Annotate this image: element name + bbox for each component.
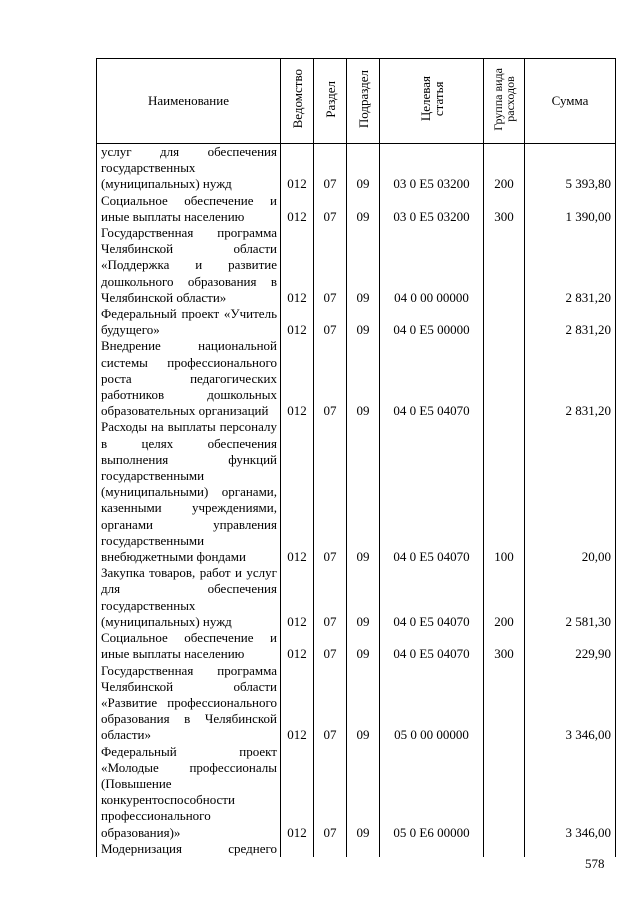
budget-table [96, 58, 616, 857]
table-row [97, 663, 616, 744]
row-name: Социальное обеспечение и иные выплаты населению [97, 193, 281, 225]
column-header-name: Наименование [97, 59, 281, 144]
row-name: Федеральный проект «Учитель будущего» [97, 306, 281, 338]
row-vedomstvo: 012 [281, 225, 314, 306]
column-header-vedomstvo: Ведомство [281, 59, 314, 144]
row-vedomstvo: 012 [281, 306, 314, 338]
row-summa: 2 831,20 [525, 306, 616, 338]
row-razdel: 07 [314, 144, 347, 193]
row-podrazdel: 09 [347, 338, 380, 419]
table-row [97, 193, 616, 225]
row-gruppa [484, 338, 525, 419]
row-vedomstvo: 012 [281, 744, 314, 841]
row-podrazdel: 09 [347, 306, 380, 338]
row-celevaya-statya: 04 0 00 00000 [380, 225, 484, 306]
row-gruppa [484, 841, 525, 857]
row-gruppa: 200 [484, 144, 525, 193]
table-row [97, 630, 616, 662]
row-celevaya-statya [380, 841, 484, 857]
row-vedomstvo: 012 [281, 565, 314, 630]
row-summa: 20,00 [525, 419, 616, 565]
row-razdel: 07 [314, 744, 347, 841]
column-header-gruppa-vida-rashodov: Группа вида расходов [484, 59, 525, 144]
row-vedomstvo: 012 [281, 630, 314, 662]
row-vedomstvo: 012 [281, 663, 314, 744]
row-podrazdel: 09 [347, 744, 380, 841]
row-razdel: 07 [314, 419, 347, 565]
row-name: Внедрение национальной системы профессионального роста педагогических работников дошкольных образовательных организаций [97, 338, 281, 419]
row-vedomstvo: 012 [281, 338, 314, 419]
row-podrazdel: 09 [347, 630, 380, 662]
table-row [97, 744, 616, 841]
row-gruppa: 300 [484, 630, 525, 662]
row-name: Социальное обеспечение и иные выплаты населению [97, 630, 281, 662]
row-razdel: 07 [314, 338, 347, 419]
row-gruppa: 300 [484, 193, 525, 225]
row-celevaya-statya: 04 0 E5 04070 [380, 565, 484, 630]
row-podrazdel: 09 [347, 565, 380, 630]
row-summa: 3 346,00 [525, 663, 616, 744]
row-gruppa [484, 306, 525, 338]
row-celevaya-statya: 04 0 E5 04070 [380, 419, 484, 565]
row-podrazdel: 09 [347, 419, 380, 565]
row-vedomstvo: 012 [281, 144, 314, 193]
row-podrazdel [347, 841, 380, 857]
row-celevaya-statya: 05 0 00 00000 [380, 663, 484, 744]
row-vedomstvo: 012 [281, 193, 314, 225]
page-number: 578 [585, 856, 605, 871]
row-razdel: 07 [314, 193, 347, 225]
row-razdel [314, 841, 347, 857]
row-vedomstvo [281, 841, 314, 857]
row-podrazdel: 09 [347, 225, 380, 306]
row-razdel: 07 [314, 663, 347, 744]
column-header-podrazdel: Подраздел [347, 59, 380, 144]
row-celevaya-statya: 05 0 E6 00000 [380, 744, 484, 841]
row-celevaya-statya: 03 0 E5 03200 [380, 144, 484, 193]
table-row [97, 225, 616, 306]
row-name: Государственная программа Челябинской области «Развитие профессионального образования в Челябинской области» [97, 663, 281, 744]
row-gruppa [484, 663, 525, 744]
row-name: услуг для обеспечения государственных (муниципальных) нужд [97, 144, 281, 193]
table-row [97, 419, 616, 565]
column-header-summa: Сумма [525, 59, 616, 144]
row-name: Модернизация среднего [97, 841, 281, 857]
row-celevaya-statya: 04 0 E5 00000 [380, 306, 484, 338]
row-name: Государственная программа Челябинской области «Поддержка и развитие дошкольного образования в Челябинской области» [97, 225, 281, 306]
row-razdel: 07 [314, 565, 347, 630]
table-header-row [97, 59, 616, 144]
table-row [97, 306, 616, 338]
row-vedomstvo: 012 [281, 419, 314, 565]
row-summa [525, 841, 616, 857]
row-gruppa [484, 225, 525, 306]
column-header-celevaya-statya: Целевая статья [380, 59, 484, 144]
row-summa: 5 393,80 [525, 144, 616, 193]
row-name: Расходы на выплаты персоналу в целях обеспечения выполнения функций государственными (муниципальными) органами, казенными учреждениями, органами управления государственными внебюджетными фондами [97, 419, 281, 565]
row-celevaya-statya: 03 0 E5 03200 [380, 193, 484, 225]
row-podrazdel: 09 [347, 193, 380, 225]
row-podrazdel: 09 [347, 144, 380, 193]
row-razdel: 07 [314, 225, 347, 306]
row-summa: 2 831,20 [525, 338, 616, 419]
row-gruppa: 100 [484, 419, 525, 565]
table-row [97, 565, 616, 630]
table-row [97, 144, 616, 193]
row-summa: 1 390,00 [525, 193, 616, 225]
row-gruppa: 200 [484, 565, 525, 630]
row-razdel: 07 [314, 630, 347, 662]
row-name: Закупка товаров, работ и услуг для обеспечения государственных (муниципальных) нужд [97, 565, 281, 630]
row-razdel: 07 [314, 306, 347, 338]
row-podrazdel: 09 [347, 663, 380, 744]
row-summa: 2 581,30 [525, 565, 616, 630]
table-row [97, 841, 616, 857]
row-celevaya-statya: 04 0 E5 04070 [380, 630, 484, 662]
table-row [97, 338, 616, 419]
column-header-razdel: Раздел [314, 59, 347, 144]
row-summa: 3 346,00 [525, 744, 616, 841]
row-gruppa [484, 744, 525, 841]
row-name: Федеральный проект «Молодые профессионалы (Повышение конкурентоспособности профессионального образования)» [97, 744, 281, 841]
row-summa: 2 831,20 [525, 225, 616, 306]
row-celevaya-statya: 04 0 E5 04070 [380, 338, 484, 419]
row-summa: 229,90 [525, 630, 616, 662]
